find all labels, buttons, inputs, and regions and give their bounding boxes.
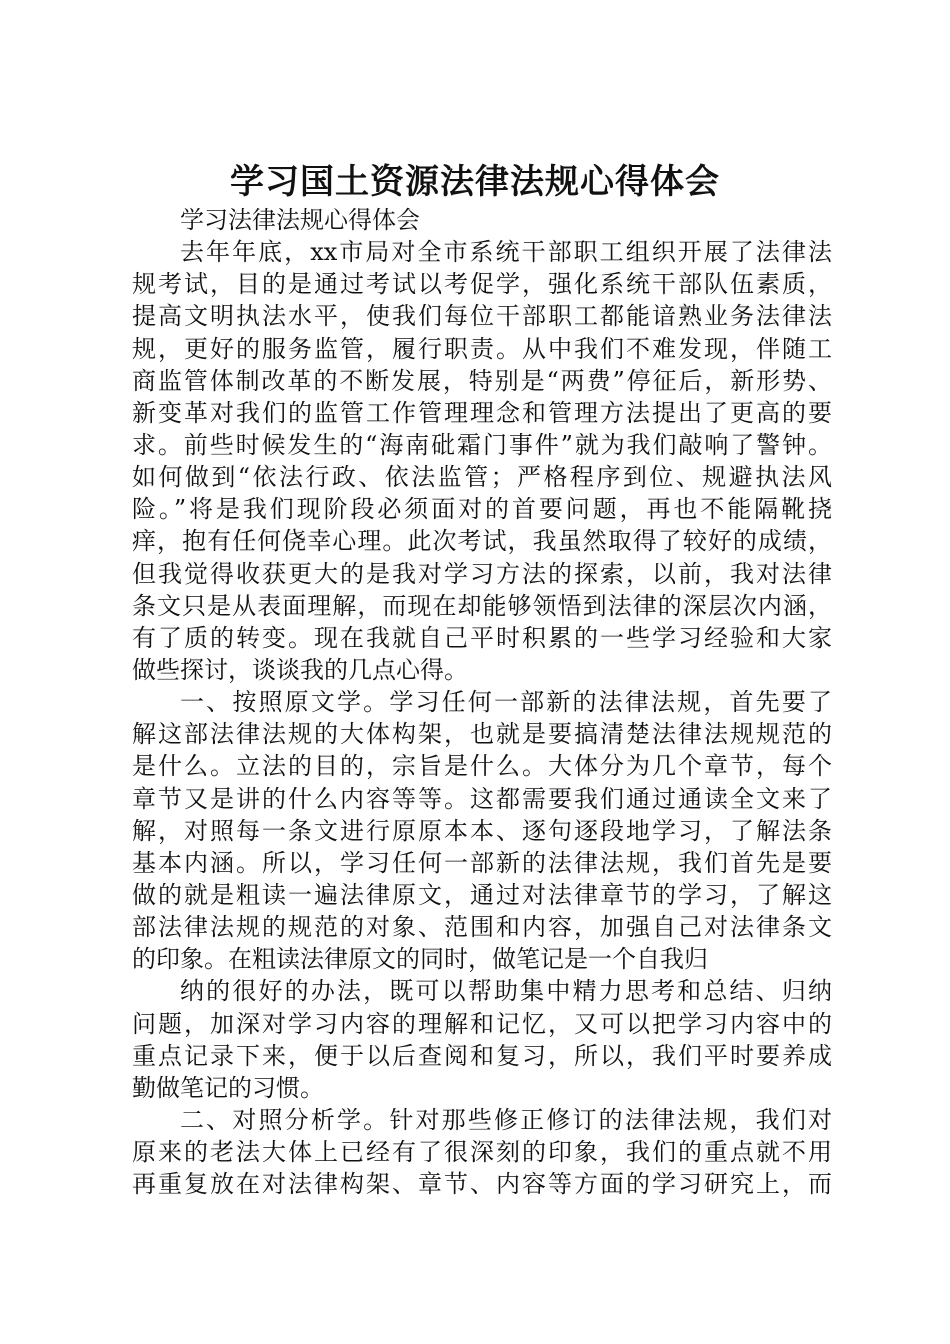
text-line: 基本内涵。所以，学习任何一部新的法律法规，我们首先是要 — [132, 848, 832, 877]
text-line: 的印象。在粗读法律原文的同时，做笔记是一个自我归 — [132, 945, 708, 974]
text-line: 做些探讨，谈谈我的几点心得。 — [132, 655, 468, 684]
text-line: 去年年底，xx市局对全市系统干部职工组织开展了法律法 — [180, 238, 832, 267]
document-title: 学习国土资源法律法规心得体会 — [230, 162, 720, 202]
text-line: 如何做到“依法行政、依法监管；严格程序到位、规避执法风 — [132, 463, 832, 492]
text-line: 部法律法规的规范的对象、范围和内容，加强自己对法律条文 — [132, 913, 832, 942]
text-line: 有了质的转变。现在我就自己平时积累的一些学习经验和大家 — [132, 623, 832, 652]
text-line: 但我觉得收获更大的是我对学习方法的探索，以前，我对法律 — [132, 559, 832, 588]
text-line: 学习法律法规心得体会 — [180, 206, 420, 234]
text-line: 提高文明执法水平，使我们每位干部职工都能谙熟业务法律法 — [132, 302, 832, 331]
text-line: 问题，加深对学习内容的理解和记忆，又可以把学习内容中的 — [132, 1009, 832, 1038]
text-line: 条文只是从表面理解，而现在却能够领悟到法律的深层次内涵， — [132, 591, 832, 620]
text-line: 规，更好的服务监管，履行职责。从中我们不难发现，伴随工 — [132, 334, 832, 363]
text-line: 一、按照原文学。学习任何一部新的法律法规，首先要了 — [180, 688, 832, 717]
text-line: 痒，抱有任何侥幸心理。此次考试，我虽然取得了较好的成绩， — [132, 527, 832, 556]
text-line: 重点记录下来，便于以后查阅和复习，所以，我们平时要养成 — [132, 1041, 832, 1070]
text-line: 章节又是讲的什么内容等等。这都需要我们通过通读全文来了 — [132, 784, 832, 813]
text-line: 求。前些时候发生的“海南砒霜门事件”就为我们敲响了警钟。 — [132, 430, 832, 459]
text-line: 勤做笔记的习惯。 — [132, 1073, 324, 1102]
text-line: 商监管体制改革的不断发展，特别是“两费”停征后，新形势、 — [132, 366, 832, 395]
text-line: 原来的老法大体上已经有了很深刻的印象，我们的重点就不用 — [132, 1138, 832, 1167]
text-line: 是什么。立法的目的，宗旨是什么。大体分为几个章节，每个 — [132, 752, 832, 781]
text-line: 二、对照分析学。针对那些修正修订的法律法规，我们对 — [180, 1105, 832, 1134]
text-line: 解，对照每一条文进行原原本本、逐句逐段地学习，了解法条 — [132, 816, 832, 845]
text-line: 新变革对我们的监管工作管理理念和管理方法提出了更高的要 — [132, 398, 832, 427]
document-body — [132, 204, 832, 1200]
text-line: 再重复放在对法律构架、章节、内容等方面的学习研究上，而 — [132, 1170, 832, 1199]
text-line: 险。”将是我们现阶段必须面对的首要问题，再也不能隔靴挠 — [132, 495, 832, 524]
text-line: 做的就是粗读一遍法律原文，通过对法律章节的学习，了解这 — [132, 880, 832, 909]
text-line: 纳的很好的办法，既可以帮助集中精力思考和总结、归纳 — [180, 977, 832, 1006]
text-line: 解这部法律法规的大体构架，也就是要搞清楚法律法规规范的 — [132, 720, 832, 749]
text-line: 规考试，目的是通过考试以考促学，强化系统干部队伍素质， — [132, 270, 832, 299]
